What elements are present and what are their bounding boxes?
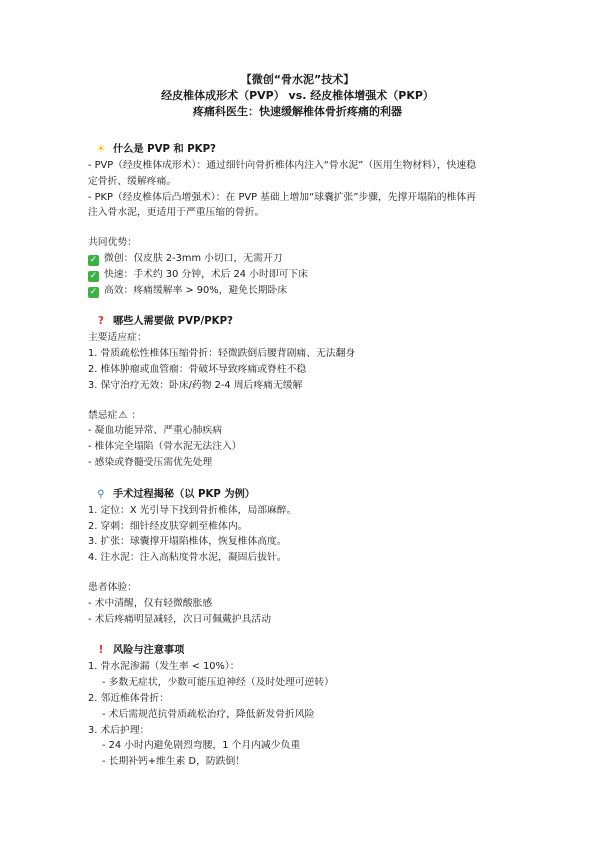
- indication-item: 2. 椎体肿瘤或血管瘤：骨破坏导致疼痛或脊柱不稳: [88, 363, 307, 375]
- indication-item: 1. 骨质疏松性椎体压缩骨折：轻微跌倒后腰背剧痛、无法翻身: [88, 348, 356, 360]
- risk-subitem: - 多数无症状，少数可能压迫神经（及时处理可逆转）: [102, 677, 334, 689]
- contraindication-item: - 椎体完全塌陷（骨水泥无法注入）: [88, 441, 242, 453]
- experience-item: - 术中清醒，仅有轻微酸胀感: [88, 597, 213, 609]
- question-mark-icon: ?: [98, 316, 104, 328]
- section-what-is-line: - PKP（经皮椎体后凸增强术）：在 PVP 基础上增加“球囊扩张”步骤，先撑开塌陷的椎体再: [88, 191, 476, 203]
- section-what-is-line: 注入骨水泥，更适用于严重压缩的骨折。: [88, 207, 265, 219]
- advantage-item: ✓ 高效：疼痛缓解率 > 90%，避免长期卧床: [89, 284, 288, 297]
- check-mark-icon: ✓: [89, 254, 98, 265]
- section-who-needs-title: 哪些人需要做 PVP/PKP?: [113, 316, 233, 328]
- section-who-needs: [88, 314, 507, 330]
- exclamation-icon: !: [98, 645, 104, 657]
- procedure-step: 3. 扩张：球囊撑开塌陷椎体，恢复椎体高度。: [88, 536, 287, 548]
- indication-item: 3. 保守治疗无效：卧床/药物 2-4 周后疼痛无缓解: [88, 379, 303, 391]
- check-mark-icon: ✓: [89, 270, 98, 281]
- magnifier-icon: ⚲: [97, 488, 105, 500]
- header-subtitle: 经皮椎体成形术（PVP） vs. 经皮椎体增强术（PKP）: [161, 89, 434, 102]
- procedure-step: 1. 定位：X 光引导下找到骨折椎体，局部麻醉。: [88, 504, 297, 516]
- warning-icon: ⚠: [118, 409, 128, 421]
- section-what-is: [88, 142, 507, 158]
- risk-subitem: - 术后需规范抗骨质疏松治疗，降低新发骨折风险: [102, 708, 315, 720]
- risk-item: 3. 术后护理：: [88, 724, 150, 736]
- risk-item: 2. 邻近椎体骨折：: [88, 692, 170, 704]
- contraindications-title: 禁忌症⚠ ：: [88, 408, 507, 424]
- advantages-title: 共同优势：: [88, 237, 137, 249]
- experience-item: - 术后疼痛明显减轻，次日可佩戴护具活动: [88, 613, 271, 625]
- contraindication-item: - 凝血功能异常、严重心肺疾病: [88, 425, 223, 437]
- indications-title: 主要适应症：: [88, 332, 147, 344]
- section-procedure-title: 手术过程揭秘（以 PKP 为例）: [113, 488, 255, 500]
- sun-icon: ☀: [96, 144, 106, 155]
- procedure-step: 4. 注水泥：注入高粘度骨水泥，凝固后拔针。: [88, 552, 287, 564]
- section-risks-title: 风险与注意事项: [113, 645, 185, 657]
- risk-subitem: - 24 小时内避免剧烈弯腰，1 个月内减少负重: [102, 740, 301, 752]
- header-tagline: 疼痛科医生：快速缓解椎体骨折疼痛的利器: [193, 105, 402, 118]
- experience-title: 患者体验：: [88, 581, 137, 593]
- risk-item: 1. 骨水泥渗漏（发生率 < 10%）：: [88, 661, 240, 673]
- procedure-step: 2. 穿刺：细针经皮肤穿刺至椎体内。: [88, 520, 248, 532]
- section-what-is-title: 什么是 PVP 和 PKP?: [113, 144, 216, 155]
- check-mark-icon: ✓: [89, 286, 98, 297]
- advantage-item: ✓ 快速：手术约 30 分钟，术后 24 小时即可下床: [89, 268, 308, 281]
- advantage-item: ✓ 微创：仅皮肤 2-3mm 小切口，无需开刀: [89, 252, 283, 265]
- contraindication-item: - 感染或脊髓受压需优先处理: [88, 456, 213, 468]
- section-procedure: [88, 487, 507, 503]
- section-what-is-line: - PVP（经皮椎体成形术）：通过细针向骨折椎体内注入“骨水泥”（医用生物材料），快速稳: [88, 160, 477, 171]
- section-risks: [88, 643, 507, 659]
- header-title: 【微创“骨水泥”技术】: [240, 73, 355, 86]
- document-header: [88, 72, 507, 120]
- risk-subitem: - 长期补钙+维生素 D，防跌倒！: [102, 756, 246, 768]
- section-what-is-line: 定骨折、缓解疼痛。: [88, 175, 177, 187]
